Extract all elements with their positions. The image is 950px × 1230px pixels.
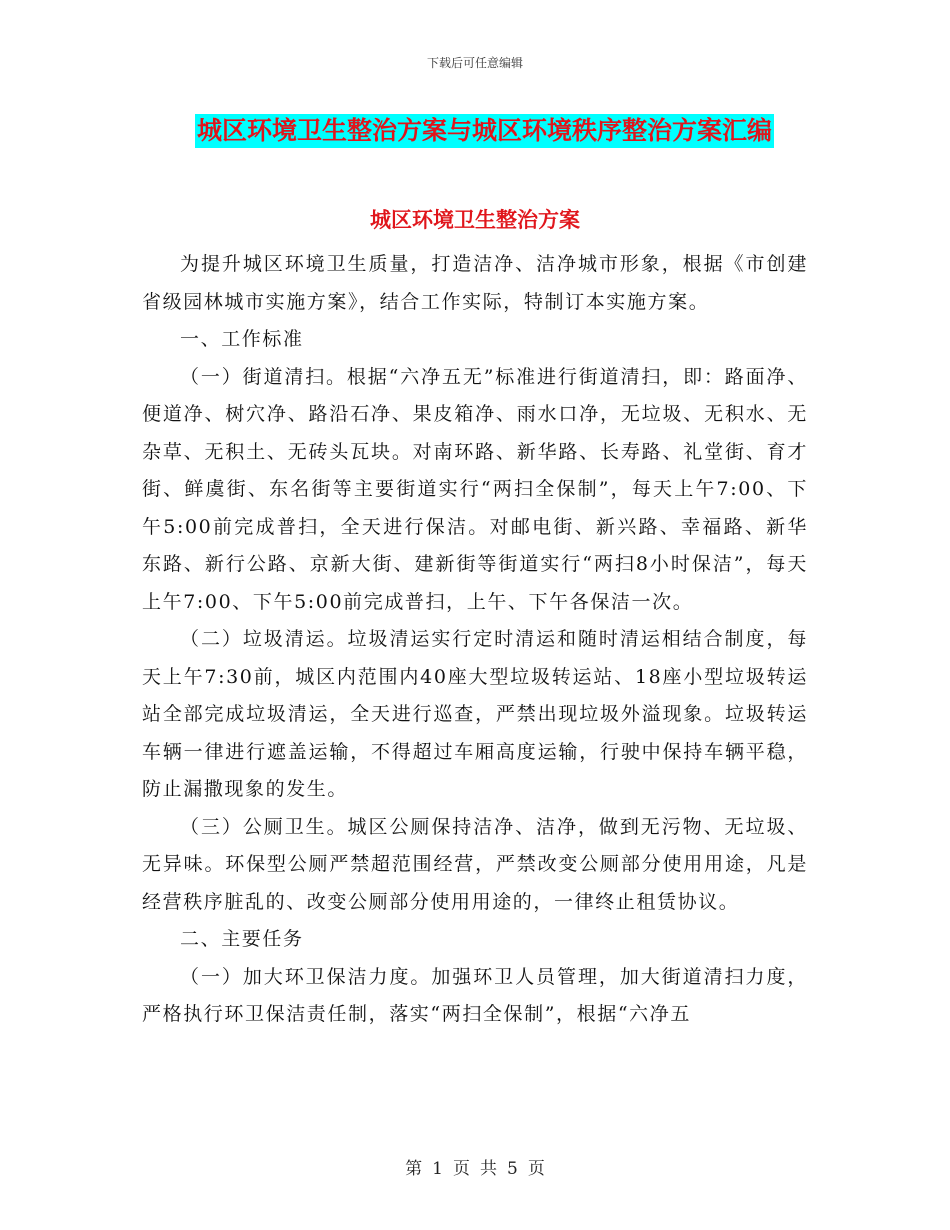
page-footer — [0, 1154, 950, 1179]
footer-total-unit: 页 — [527, 1159, 545, 1179]
heading-work-standards: 一、工作标准 — [180, 328, 304, 350]
footer-total-word: 共 — [480, 1159, 497, 1179]
page-header-note: 下载后可任意编辑 — [426, 56, 523, 70]
section-title: 城区环境卫生整治方案 — [370, 207, 580, 232]
document-body — [142, 246, 808, 1034]
footer-page-unit: 页 — [453, 1159, 470, 1179]
paragraph-sanitation-effort: （一）加大环卫保洁力度。加强环卫人员管理，加大街道清扫力度，严格执行环卫保洁责任制，落实“两扫全保制”，根据“六净五 — [142, 965, 808, 1025]
document-main-title: 城区环境卫生整治方案与城区环境秩序整治方案汇编 — [195, 114, 774, 148]
footer-page-word: 第 — [405, 1159, 423, 1179]
paragraph-intro: 为提升城区环境卫生质量，打造洁净、洁净城市形象，根据《市创建省级园林城市实施方案》，结合工作实际，特制订本实施方案。 — [142, 253, 808, 313]
heading-main-tasks: 二、主要任务 — [180, 928, 304, 950]
footer-page-number: 1 — [432, 1159, 443, 1179]
paragraph-garbage-removal: （二）垃圾清运。垃圾清运实行定时清运和随时清运相结合制度，每天上午7:30前，城区内范围内40座大型垃圾转运站、18座小型垃圾转运站全部完成垃圾清运，全天进行巡查，严禁出现垃圾外溢现象。垃圾转运车辆一律进行遮盖运输，不得超过车厢高度运输，行驶中保持车辆平稳，防止漏撒现象的发生。 — [142, 628, 808, 800]
footer-total-pages: 5 — [507, 1159, 518, 1179]
paragraph-street-cleaning: （一）街道清扫。根据“六净五无”标准进行街道清扫，即：路面净、便道净、树穴净、路沿石净、果皮箱净、雨水口净，无垃圾、无积水、无杂草、无积土、无砖头瓦块。对南环路、新华路、长寿路、礼堂街、育才街、鲜虞街、东名街等主要街道实行“两扫全保制”，每天上午7:00、下午5:00前完成普扫，全天进行保洁。对邮电街、新兴路、幸福路、新华东路、新行公路、京新大街、建新街等街道实行“两扫8小时保洁”，每天上午7:00、下午5:00前完成普扫，上午、下午各保洁一次。 — [142, 365, 808, 613]
paragraph-toilet-hygiene: （三）公厕卫生。城区公厕保持洁净、洁净，做到无污物、无垃圾、无异味。环保型公厕严禁超范围经营，严禁改变公厕部分使用用途，凡是经营秩序脏乱的、改变公厕部分使用用途的，一律终止租赁协议。 — [142, 815, 808, 913]
